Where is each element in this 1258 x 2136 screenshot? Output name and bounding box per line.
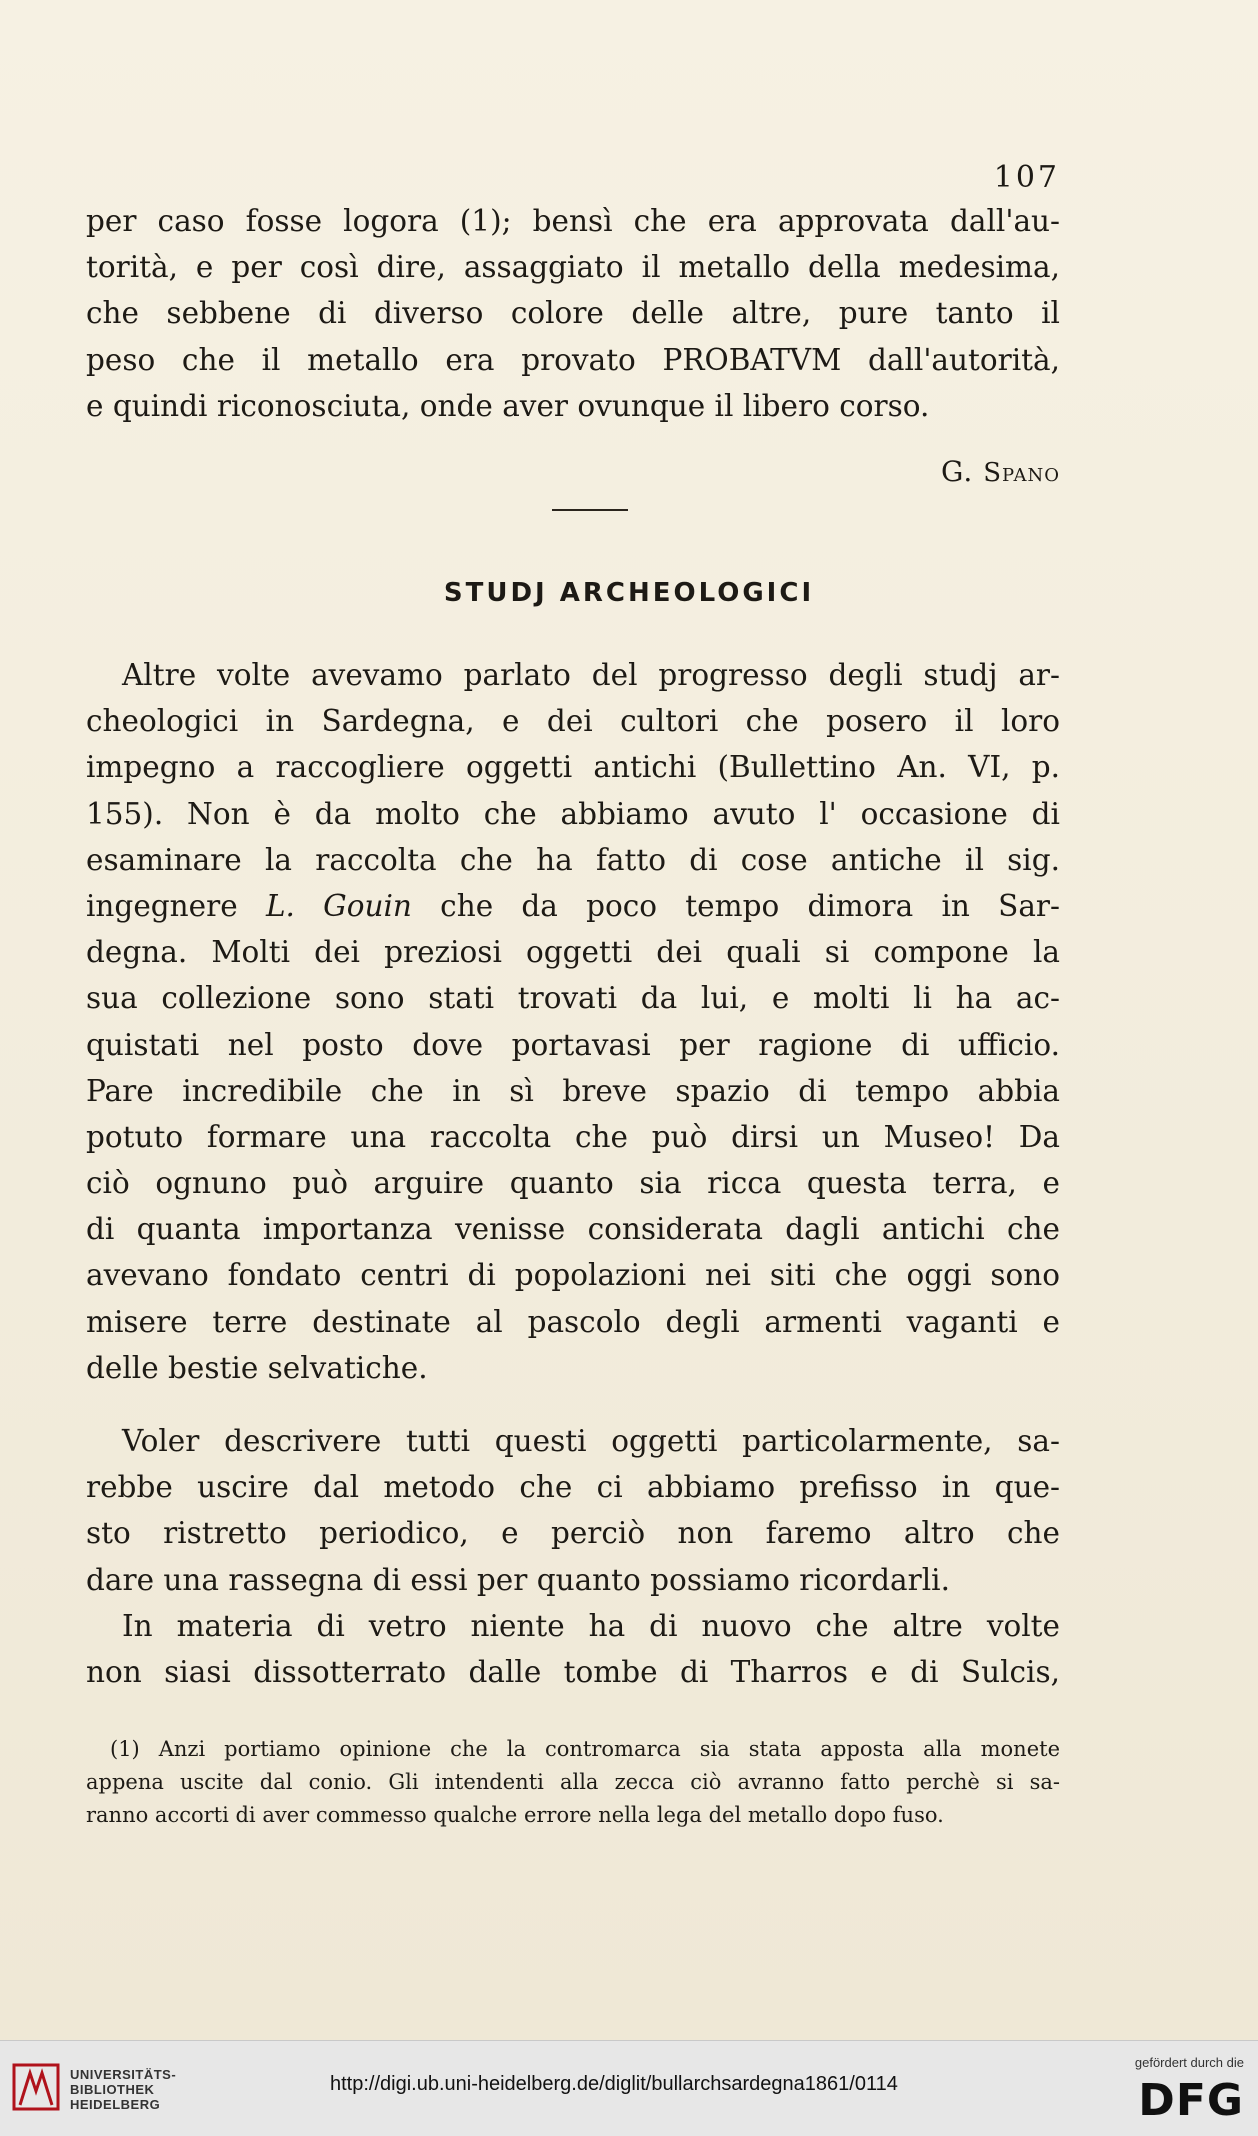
text-line: quistati nel posto dove portavasi per ragione di ufficio. <box>86 1027 1060 1062</box>
signature-initial: G. <box>941 455 974 488</box>
text-line: e quindi riconosciuta, onde aver ovunque il libero corso. <box>86 388 930 423</box>
text-line: avevano fondato centri di popolazioni nei siti che oggi sono <box>86 1258 1060 1293</box>
footnote-line: ranno accorti di aver commesso qualche errore nella lega del metallo dopo fuso. <box>86 1803 944 1827</box>
text-line: Voler descrivere tutti questi oggetti particolarmente, sa- <box>122 1424 1060 1458</box>
dfg-logo: DFG <box>1138 2075 1244 2126</box>
text-line: impegno a raccogliere oggetti antichi (Bullettino An. VI, p. <box>86 750 1060 785</box>
footnote-line: appena uscite dal conio. Gli intendenti alla zecca ciò avranno fatto perchè si sa- <box>86 1770 1060 1794</box>
signature-name: Spano <box>983 458 1060 488</box>
top-paragraph <box>86 198 1060 429</box>
person-name: L. Gouin <box>265 888 412 923</box>
page-number: 107 <box>993 160 1060 195</box>
library-name: UNIVERSITÄTS- BIBLIOTHEK HEIDELBERG <box>70 2067 177 2112</box>
text-line: dare una rassegna di essi per quanto possiamo ricordarli. <box>86 1562 950 1597</box>
author-signature <box>941 455 1060 488</box>
text-line: ingegnere L. Gouin che da poco tempo dimora in Sar- <box>86 888 1061 923</box>
heidelberg-library-logo-icon <box>12 2061 60 2113</box>
text-line: misere terre destinate al pascolo degli armenti vaganti e <box>86 1304 1060 1339</box>
section-separator <box>552 509 628 511</box>
viewer-footer <box>0 2040 1258 2136</box>
text-line: sua collezione sono stati trovati da lui, e molti li ha ac- <box>86 981 1060 1016</box>
footnote-line: (1) Anzi portiamo opinione che la contromarca sia stata apposta alla monete <box>110 1737 1060 1761</box>
text-line: delle bestie selvatiche. <box>86 1350 428 1385</box>
footnote <box>86 1733 1060 1832</box>
text-line: Pare incredibile che in sì breve spazio di tempo abbia <box>86 1073 1060 1108</box>
text-line: sto ristretto periodico, e perciò non faremo altro che <box>86 1516 1060 1551</box>
text-line: peso che il metallo era provato PROBATVM dall'autorità, <box>86 342 1060 377</box>
section-heading: STUDJ ARCHEOLOGICI <box>443 578 815 608</box>
text-line: cheologici in Sardegna, e dei cultori che posero il loro <box>86 704 1060 739</box>
permalink-url[interactable]: http://digi.ub.uni-heidelberg.de/diglit/bullarchsardegna1861/0114 <box>330 2073 898 2095</box>
text-line: potuto formare una raccolta che può dirsi un Museo! Da <box>86 1119 1060 1154</box>
text-line: ciò ognuno può arguire quanto sia ricca questa terra, e <box>86 1166 1060 1201</box>
paragraph-3 <box>86 1603 1060 1695</box>
text-line: Altre volte avevamo parlato del progresso degli studj ar- <box>122 658 1060 692</box>
text-line: per caso fosse logora (1); bensì che era approvata dall'au- <box>86 204 1060 238</box>
text-line: 155). Non è da molto che abbiamo avuto l' occasione di <box>86 796 1060 831</box>
text-line: rebbe uscire dal metodo che ci abbiamo prefisso in que- <box>86 1470 1060 1505</box>
text-line: esaminare la raccolta che ha fatto di cose antiche il sig. <box>86 842 1060 877</box>
funded-by-label: gefördert durch die <box>1134 2055 1244 2070</box>
text-line: degna. Molti dei preziosi oggetti dei quali si compone la <box>86 935 1060 970</box>
paragraph-1 <box>86 652 1060 1391</box>
text-line: In materia di vetro niente ha di nuovo che altre volte <box>122 1609 1060 1643</box>
text-line: che sebbene di diverso colore delle altre, pure tanto il <box>86 296 1060 331</box>
text-line: non siasi dissotterrato dalle tombe di Tharros e di Sulcis, <box>86 1655 1060 1690</box>
text-line: torità, e per così dire, assaggiato il metallo della medesima, <box>86 250 1060 285</box>
paragraph-2 <box>86 1418 1060 1603</box>
text-line: di quanta importanza venisse considerata dagli antichi che <box>86 1212 1060 1247</box>
